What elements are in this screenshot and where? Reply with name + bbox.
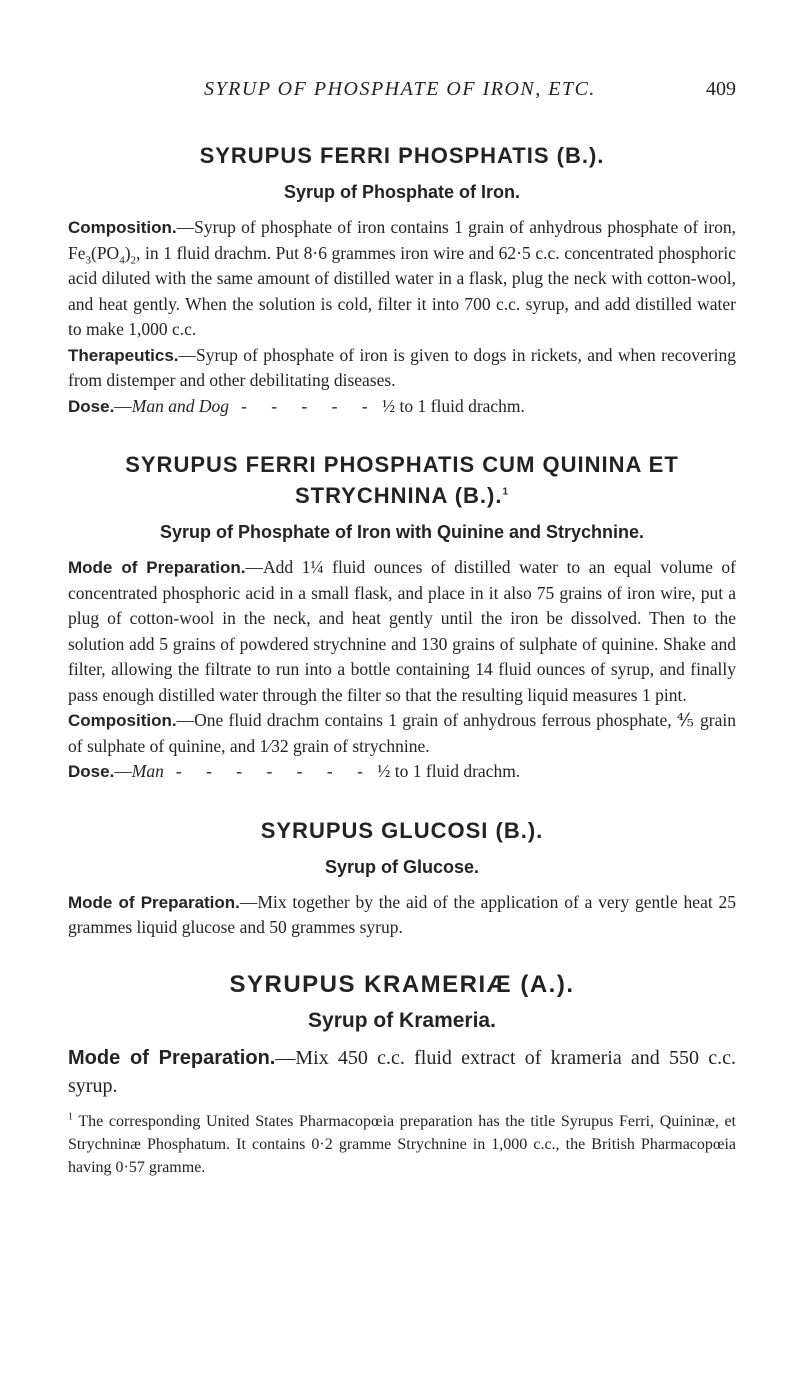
preparation-paragraph [68, 1044, 736, 1100]
page-number: 409 [706, 78, 736, 100]
dose-subject: Man and Dog [131, 395, 230, 416]
dose-dash: — [114, 395, 132, 416]
entry-subtitle: Syrup of Phosphate of Iron with Quinine and Strychnine. [159, 522, 645, 542]
entry-title [68, 449, 736, 511]
dose-dash: — [114, 761, 132, 781]
entry-syrupus-glucosi [68, 815, 736, 941]
composition-text-part: , in 1 fluid drachm. Put 8·6 grammes iron wire and 62·5 c.c. concentrated phosphoric acid diluted with the same amount of distilled water in a flask, plug the neck with cotton-wool, and heat gently. When the solution is cold, filter it into 700 c.c. syrup, and add distilled water to make 1,000 c.c. [68, 242, 736, 339]
entry-title: SYRUPUS GLUCOSI (B.). [260, 817, 544, 843]
preparation-paragraph [68, 890, 736, 941]
preparation-paragraph [68, 555, 736, 708]
footnote-text: The corresponding United States Pharmacopœia preparation has the title Syrupus Ferri, Quininæ, et Strychninæ Phosphatum. It contains 0·2 gramme Strychnine in 1,000 c.c., the British Pharmacopœia having 0·57 gramme. [68, 1112, 736, 1176]
subscript: 4 [119, 254, 125, 266]
composition-label: Composition. [68, 218, 177, 237]
composition-text-part: (PO [91, 242, 120, 263]
dose-paragraph [68, 759, 736, 785]
entry-syrupus-ferri-phosphatis-cum-quinina [68, 449, 736, 785]
running-head [0, 78, 800, 108]
entry-subtitle: Syrup of Phosphate of Iron. [283, 182, 520, 202]
therapeutics-paragraph [68, 343, 736, 394]
dose-leader-dots: - - - - - [241, 395, 378, 416]
entry-subtitle: Syrup of Krameria. [308, 1008, 496, 1032]
dose-leader-dots: - - - - - - - [175, 761, 373, 781]
dose-subject: Man [131, 761, 164, 781]
entry-title: SYRUPUS FERRI PHOSPHATIS (B.). [199, 143, 605, 168]
preparation-text: —Mix 450 c.c. fluid extract of krameria and 550 c.c. syrup. [68, 1046, 736, 1097]
composition-text: —One fluid drachm contains 1 grain of anhydrous ferrous phosphate, ⅘ grain of sulphate of quinine, and 1⁄32 grain of strychnine. [68, 710, 736, 756]
entry-syrupus-ferri-phosphatis [68, 140, 736, 419]
dose-value: ½ to 1 fluid drachm. [377, 761, 521, 781]
composition-text-part: —Syrup of phosphate of iron contains 1 grain of anhydrous phosphate of iron, Fe [68, 217, 736, 263]
composition-paragraph [68, 215, 736, 343]
entry-syrupus-krameriae [68, 969, 736, 1100]
running-title: SYRUP OF PHOSPHATE OF IRON, ETC. [204, 78, 596, 100]
composition-paragraph [68, 708, 736, 759]
dose-label: Dose. [68, 396, 115, 416]
entry-title: SYRUPUS KRAMERIÆ (A.). [229, 970, 575, 998]
preparation-text: —Mix together by the aid of the application of a very gentle heat 25 grammes liquid glucose and 50 grammes syrup. [68, 891, 736, 937]
footnote-reference[interactable]: 1 [502, 486, 510, 498]
entry-title-line: SYRUPUS FERRI PHOSPHATIS CUM QUININA ET [125, 452, 679, 477]
subscript: 2 [130, 254, 137, 266]
footnote [68, 1110, 736, 1179]
preparation-label: Mode of Preparation. [68, 558, 246, 577]
footnote-marker: 1 [68, 1111, 73, 1123]
composition-label: Composition. [68, 711, 177, 730]
subscript: 3 [85, 254, 91, 266]
therapeutics-label: Therapeutics. [68, 345, 179, 365]
preparation-text: —Add 1¼ fluid ounces of distilled water to an equal volume of concentrated phosphoric acid in a small flask, and place in it also 75 grains of iron wire, put a plug of cotton-wool in the neck, and heat gently until the iron be dissolved. Then to the solution add 5 grains of powdered strychnine and 130 grains of sulphate of quinine. Shake and filter, allowing the filtrate to run into a bottle containing 14 fluid ounces of syrup, and finally pass enough distilled water through the filter so that the resulting liquid measures 1 pint. [68, 557, 736, 705]
preparation-label: Mode of Preparation. [68, 892, 240, 912]
entry-title-line: STRYCHNINA (B.). [294, 483, 503, 508]
composition-text-part: ) [124, 242, 131, 263]
dose-paragraph [68, 394, 736, 420]
dose-label: Dose. [68, 762, 115, 781]
page-content [68, 140, 736, 1195]
dose-value: ½ to 1 fluid drachm. [382, 395, 525, 416]
preparation-label: Mode of Preparation. [68, 1046, 276, 1069]
entry-subtitle: Syrup of Glucose. [324, 856, 480, 877]
therapeutics-text: —Syrup of phosphate of iron is given to dogs in rickets, and when recovering from distemper and other debilitating diseases. [68, 344, 736, 390]
